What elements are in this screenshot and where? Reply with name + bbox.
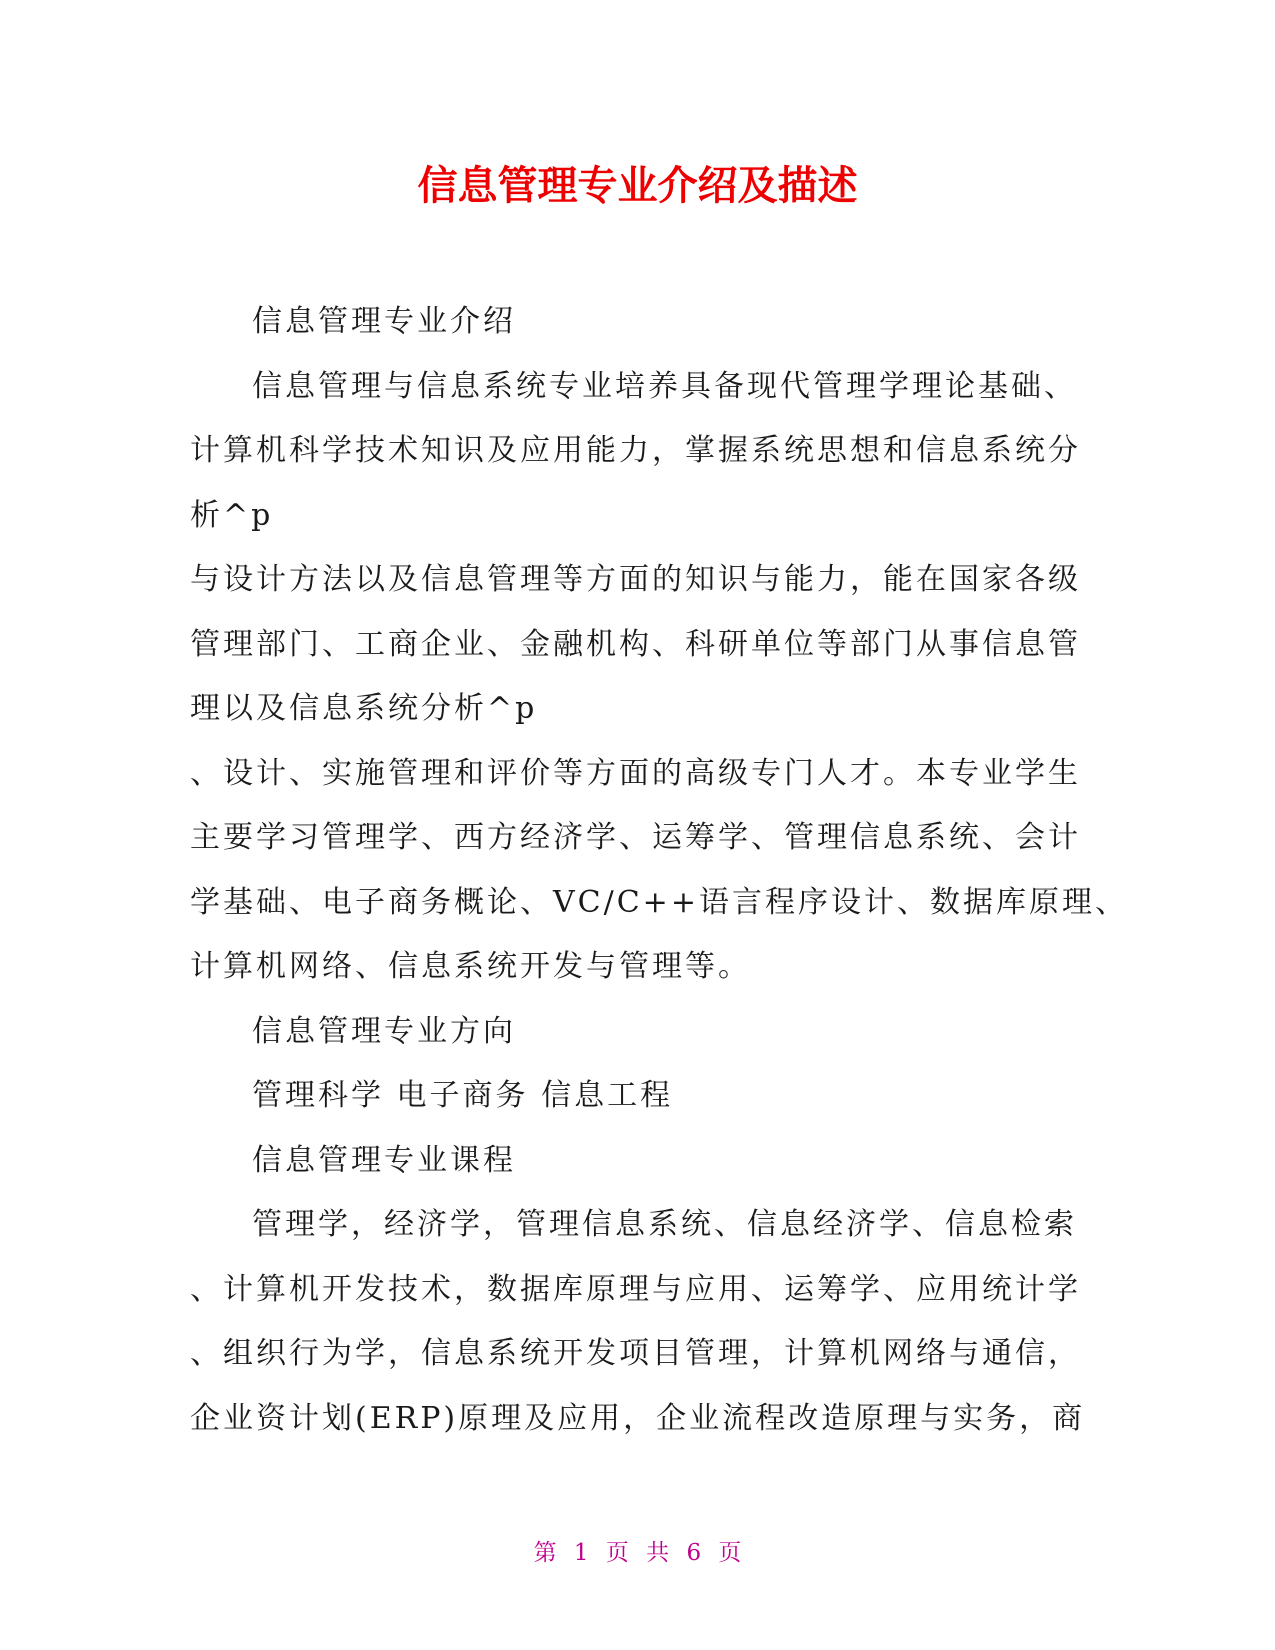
paragraph-line: 、组织行为学，信息系统开发项目管理，计算机网络与通信， <box>190 1336 1081 1371</box>
paragraph-line: 计算机网络、信息系统开发与管理等。 <box>190 949 751 984</box>
paragraph-line: 管理部门、工商企业、金融机构、科研单位等部门从事信息管 <box>190 626 1081 662</box>
document-body <box>190 290 1128 1451</box>
paragraph-line: 、设计、实施管理和评价等方面的高级专门人才。本专业学生 <box>190 755 1081 791</box>
paragraph-line: 析^p <box>190 497 274 533</box>
section-heading: 信息管理专业课程 <box>252 1142 516 1178</box>
section-heading: 信息管理专业介绍 <box>252 304 516 339</box>
section-heading: 信息管理专业方向 <box>252 1013 516 1049</box>
page-title: 信息管理专业介绍及描述 <box>417 163 858 209</box>
paragraph-line: 主要学习管理学、西方经济学、运筹学、管理信息系统、会计 <box>190 820 1081 855</box>
paragraph-line: 理以及信息系统分析^p <box>190 691 538 726</box>
paragraph-line: 与设计方法以及信息管理等方面的知识与能力，能在国家各级 <box>190 562 1081 597</box>
paragraph-line: 计算机科学技术知识及应用能力，掌握系统思想和信息系统分 <box>190 433 1081 468</box>
paragraph-line: 学基础、电子商务概论、VC/C++语言程序设计、数据库原理、 <box>190 884 1128 920</box>
paragraph-line: 、计算机开发技术，数据库原理与应用、运筹学、应用统计学 <box>190 1271 1081 1307</box>
paragraph-line: 信息管理与信息系统专业培养具备现代管理学理论基础、 <box>252 368 1077 404</box>
paragraph-line: 管理学，经济学，管理信息系统、信息经济学、信息检索 <box>252 1207 1077 1242</box>
paragraph-line: 企业资计划(ERP)原理及应用，企业流程改造原理与实务，商 <box>190 1400 1086 1436</box>
paragraph-line: 管理科学 电子商务 信息工程 <box>252 1078 674 1113</box>
page-footer: 第 1 页 共 6 页 <box>533 1540 742 1566</box>
